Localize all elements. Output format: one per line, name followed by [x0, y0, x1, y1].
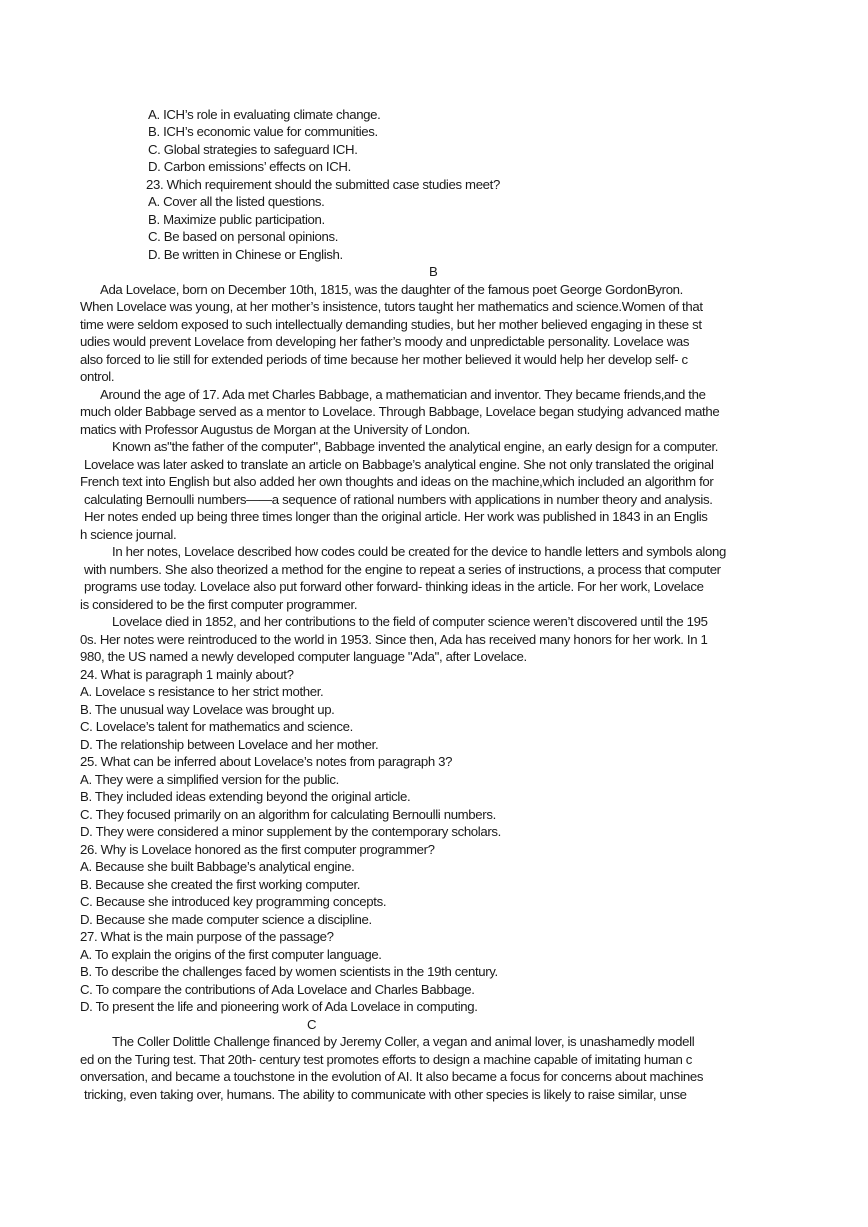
option-line: C. They focused primarily on an algorithm for calculating Bernoulli numbers.: [80, 807, 496, 822]
option-line: A. Lovelace s resistance to her strict mother.: [80, 684, 324, 699]
passage-line: time were seldom exposed to such intellectually demanding studies, but her mother believed engaging in these st: [80, 317, 702, 332]
passage-line: 0s. Her notes were reintroduced to the world in 1953. Since then, Ada has received many honors for her work. In 1: [80, 632, 708, 647]
passage-line: The Coller Dolittle Challenge financed by Jeremy Coller, a vegan and animal lover, is unashamedly modell: [112, 1034, 695, 1049]
passage-line: Ada Lovelace, born on December 10th, 1815, was the daughter of the famous poet George GordonByron.: [100, 282, 683, 297]
option-line: D. The relationship between Lovelace and her mother.: [80, 737, 379, 752]
option-line: C. Because she introduced key programming concepts.: [80, 894, 387, 909]
option-line: C. Global strategies to safeguard ICH.: [148, 142, 358, 157]
passage-line: 980, the US named a newly developed computer language "Ada", after Lovelace.: [80, 649, 527, 664]
option-line: A. Cover all the listed questions.: [148, 194, 325, 209]
option-line: A. To explain the origins of the first computer language.: [80, 947, 382, 962]
passage-line: French text into English but also added her own thoughts and ideas on the machine,which included an algorithm for: [80, 474, 714, 489]
question-24: 24. What is paragraph 1 mainly about?: [80, 667, 294, 682]
option-line: D. Because she made computer science a discipline.: [80, 912, 372, 927]
option-line: A. ICH’s role in evaluating climate change.: [148, 107, 381, 122]
option-line: B. The unusual way Lovelace was brought up.: [80, 702, 335, 717]
option-line: C. Lovelace’s talent for mathematics and science.: [80, 719, 353, 734]
passage-line: much older Babbage served as a mentor to Lovelace. Through Babbage, Lovelace began studying advanced mathe: [80, 404, 720, 419]
passage-line: Her notes ended up being three times longer than the original article. Her work was published in 1843 in an Englis: [84, 509, 708, 524]
passage-line: tricking, even taking over, humans. The ability to communicate with other species is likely to raise similar, unse: [84, 1087, 687, 1102]
option-line: B. Because she created the first working computer.: [80, 877, 361, 892]
question-25: 25. What can be inferred about Lovelace’s notes from paragraph 3?: [80, 754, 453, 769]
option-line: B. They included ideas extending beyond the original article.: [80, 789, 411, 804]
passage-line: matics with Professor Augustus de Morgan at the University of London.: [80, 422, 471, 437]
passage-line: Lovelace was later asked to translate an article on Babbage’s analytical engine. She not only translated the original: [84, 457, 714, 472]
passage-line: Lovelace died in 1852, and her contributions to the field of computer science weren’t discovered until the 195: [112, 614, 708, 629]
option-line: D. Be written in Chinese or English.: [148, 247, 343, 262]
option-line: C. Be based on personal opinions.: [148, 229, 339, 244]
passage-line: udies would prevent Lovelace from developing her father’s moody and unpredictable personality. Lovelace was: [80, 334, 690, 349]
option-line: B. Maximize public participation.: [148, 212, 325, 227]
option-line: D. Carbon emissions’ effects on ICH.: [148, 159, 351, 174]
option-line: D. They were considered a minor supplement by the contemporary scholars.: [80, 824, 501, 839]
passage-line: is considered to be the first computer programmer.: [80, 597, 358, 612]
passage-line: In her notes, Lovelace described how codes could be created for the device to handle letters and symbols along: [112, 544, 726, 559]
passage-line: When Lovelace was young, at her mother’s insistence, tutors taught her mathematics and science.Women of that: [80, 299, 703, 314]
passage-line: with numbers. She also theorized a method for the engine to repeat a series of instructions, a process that computer: [84, 562, 721, 577]
option-line: B. To describe the challenges faced by women scientists in the 19th century.: [80, 964, 498, 979]
question-27: 27. What is the main purpose of the passage?: [80, 929, 334, 944]
passage-line: ed on the Turing test. That 20th- century test promotes efforts to design a machine capable of imitating human c: [80, 1052, 692, 1067]
passage-line: onversation, and became a touchstone in the evolution of AI. It also became a focus for concerns about machines: [80, 1069, 704, 1084]
passage-line: calculating Bernoulli numbers——a sequence of rational numbers with applications in number theory and analysis.: [84, 492, 713, 507]
section-label-b: B: [429, 264, 438, 279]
passage-line: h science journal.: [80, 527, 177, 542]
option-line: A. Because she built Babbage’s analytical engine.: [80, 859, 355, 874]
option-line: C. To compare the contributions of Ada Lovelace and Charles Babbage.: [80, 982, 475, 997]
section-label-c: C: [307, 1017, 317, 1032]
question-23: 23. Which requirement should the submitted case studies meet?: [146, 177, 500, 192]
option-line: D. To present the life and pioneering work of Ada Lovelace in computing.: [80, 999, 478, 1014]
passage-line: programs use today. Lovelace also put forward other forward- thinking ideas in the article. For her work, Lovelace: [84, 579, 704, 594]
option-line: B. ICH’s economic value for communities.: [148, 124, 378, 139]
passage-line: ontrol.: [80, 369, 115, 384]
option-line: A. They were a simplified version for the public.: [80, 772, 339, 787]
passage-line: also forced to lie still for extended periods of time because her mother believed it would help her develop self- c: [80, 352, 688, 367]
passage-line: Known as"the father of the computer", Babbage invented the analytical engine, an early design for a computer.: [112, 439, 719, 454]
question-26: 26. Why is Lovelace honored as the first computer programmer?: [80, 842, 435, 857]
passage-line: Around the age of 17. Ada met Charles Babbage, a mathematician and inventor. They became friends,and the: [100, 387, 706, 402]
